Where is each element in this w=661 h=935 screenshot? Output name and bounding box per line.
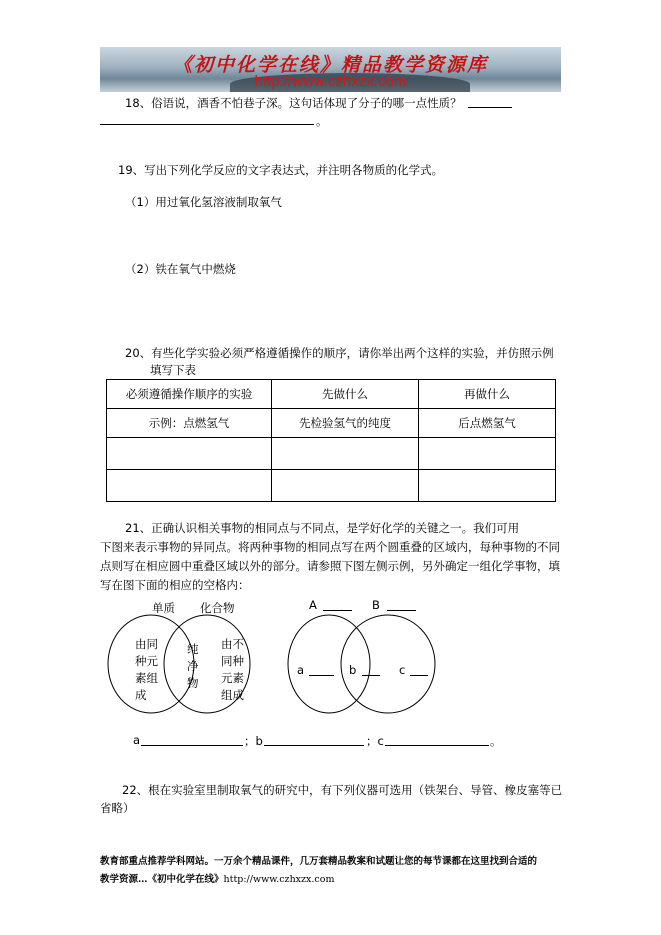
venn-text-line: 成 [135, 688, 147, 702]
q22-text: 22、根在实验室里制取氧气的研究中，有下列仪器可选用（铁架台、导管、橡皮塞等已 [122, 783, 563, 797]
venn-region-c: c [399, 663, 406, 677]
answer-b-label: ；b [244, 734, 263, 748]
venn-text-line: 种元 [135, 654, 158, 668]
venn-text-line: 元素 [221, 671, 244, 685]
q19-text: 19、写出下列化学反应的文字表达式，并注明各物质的化学式。 [118, 163, 444, 177]
table-cell: 示例：点燃氢气 [107, 409, 272, 438]
venn-label-compound: 化合物 [200, 601, 235, 615]
venn-text-line: 组成 [221, 688, 244, 702]
venn-region-a: a [297, 663, 305, 677]
q19-part2: （2）铁在氧气中燃烧 [125, 262, 236, 276]
answer-c-blank[interactable] [385, 745, 489, 746]
q21-line-1: 21、正确认识相关事物的相同点与不同点，是学好化学的关键之一。我们可用 [125, 521, 520, 535]
blank-region-c[interactable] [410, 675, 428, 676]
blank-a-label[interactable] [323, 610, 352, 611]
venn-text-line: 净 [187, 659, 199, 673]
answer-a-label: a [133, 733, 141, 747]
q21-line-3: 点则写在相应圆中重叠区域以外的部分。请参照下图左侧示例，另外确定一组化学事物，填 [100, 559, 560, 573]
venn-middle-text [187, 641, 199, 692]
venn-text-line: 物 [187, 676, 199, 690]
venn-text-line: 纯 [187, 642, 199, 656]
blank-b-label[interactable] [387, 610, 416, 611]
banner-title: 《初中化学在线》精品教学资源库 [172, 54, 488, 76]
banner-url[interactable]: http://www.czhxzx.com [254, 73, 407, 90]
header-cell: 先做什么 [272, 380, 419, 409]
q18-end: 。 [316, 114, 328, 128]
venn-text-line: 由不 [221, 637, 244, 651]
venn-right-text [221, 636, 244, 704]
venn-left-text [135, 636, 158, 704]
venn-label-elemental: 单质 [152, 601, 175, 615]
venn-label-a: A [309, 598, 317, 612]
venn-text-line: 素组 [135, 671, 158, 685]
q19-part1: （1）用过氧化氢溶液制取氧气 [125, 195, 282, 209]
venn-region-b: b [349, 663, 357, 677]
answer-c-label: ；c [366, 734, 384, 748]
answer-b-blank[interactable] [264, 745, 364, 746]
q18-text: 18、俗语说，酒香不怕巷子深。这句话体现了分子的哪一点性质？ [125, 96, 462, 110]
footer-line-2 [100, 871, 334, 885]
footer-line-1: 教育部重点推荐学科网站。一万余个精品课件，几万套精品教案和试题让您的每节课都在这里找到合适的 [100, 856, 538, 867]
answer-end: 。 [490, 734, 502, 748]
venn-text-line: 同种 [221, 654, 244, 668]
header-cell: 必须遵循操作顺序的实验 [107, 380, 272, 409]
venn-text-line: 由同 [135, 637, 158, 651]
q21-line-2: 下图来表示事物的异同点。将两种事物的相同点写在两个圆重叠的区域内，每种事物的不同 [100, 540, 560, 554]
q20-text: 20、有些化学实验必须严格遵循操作的顺序，请你举出两个这样的实验，并仿照示例 [125, 346, 554, 360]
q20-text-2: 填写下表 [150, 363, 196, 377]
footer-text: 教学资源…《初中化学在线》 [100, 874, 224, 885]
table-cell: 先检验氢气的纯度 [272, 409, 419, 438]
blank-region-b[interactable] [362, 675, 380, 676]
blank-region-a[interactable] [309, 675, 334, 676]
venn-label-b: B [372, 598, 380, 612]
q21-line-4: 写在图下面的相应的空格内： [100, 578, 250, 592]
q22-text-2: 省略） [100, 801, 135, 815]
footer-url[interactable]: http://www.czhxzx.com [223, 874, 335, 885]
answer-a-blank[interactable] [141, 745, 243, 746]
table-cell: 后点燃氢气 [419, 409, 556, 438]
header-cell: 再做什么 [419, 380, 556, 409]
